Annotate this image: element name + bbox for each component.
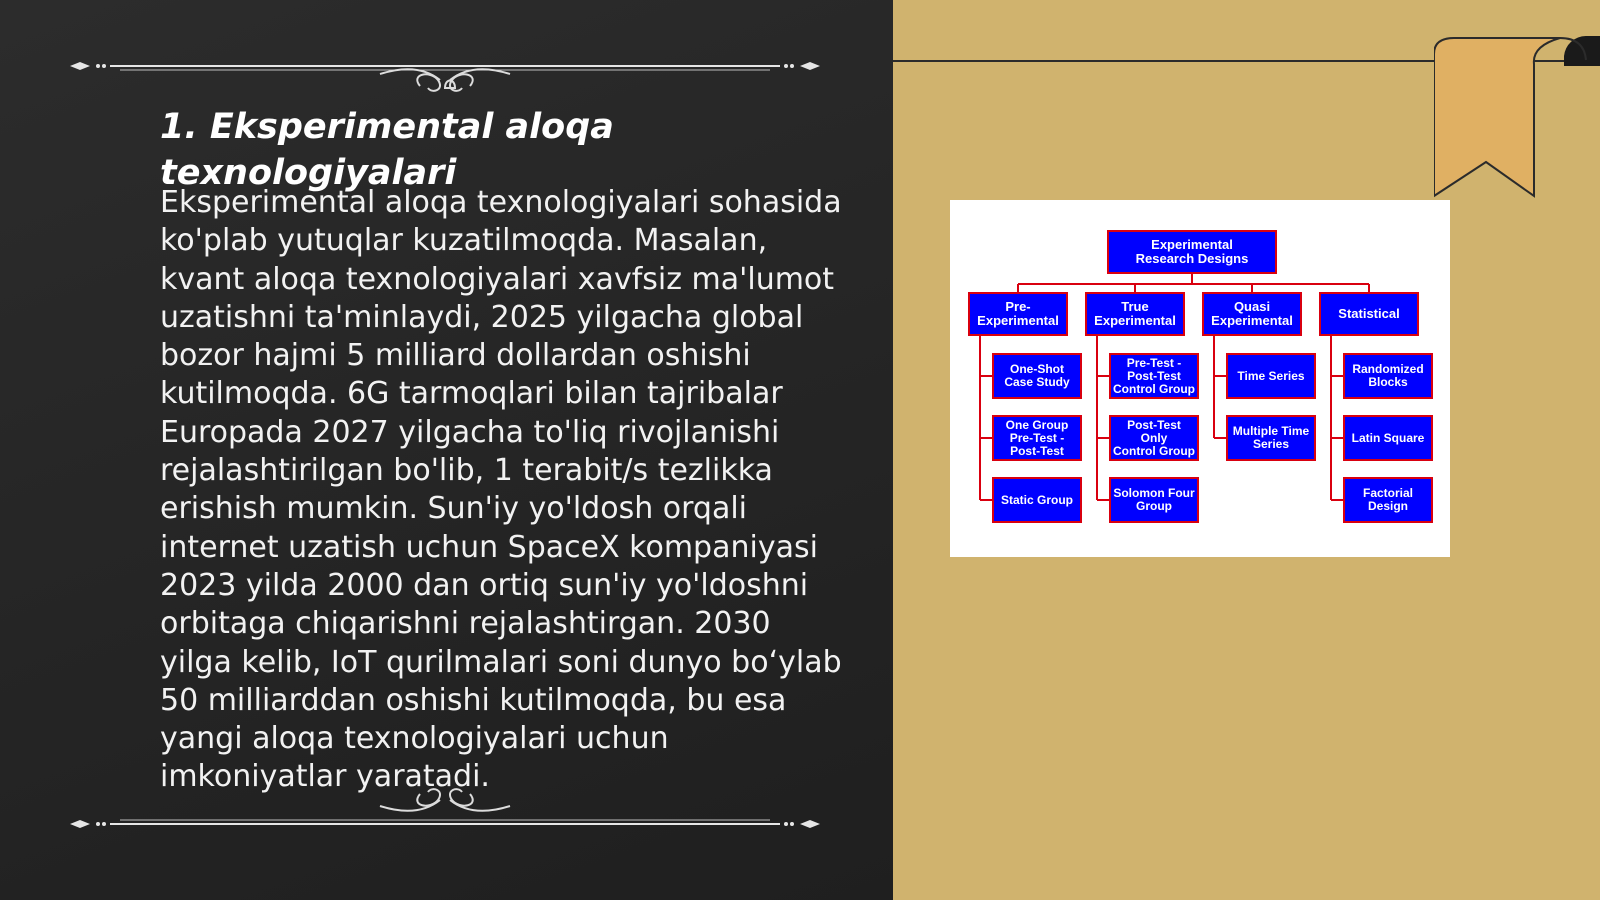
diagram-child-node: One-Shot Case Study [992,353,1082,399]
diagram-child-node: Static Group [992,477,1082,523]
diagram-child-node: Factorial Design [1343,477,1433,523]
diagram-branch-node: Pre- Experimental [968,292,1068,336]
diagram-root-node: Experimental Research Designs [1107,230,1277,274]
diagram-child-node: Post-Test Only Control Group [1109,415,1199,461]
diagram-child-node: Pre-Test - Post-Test Control Group [1109,353,1199,399]
research-designs-diagram [950,200,1450,557]
slide-title: 1. Eksperimental aloqa texnologiyalari [160,107,614,193]
diagram-child-node: One Group Pre-Test - Post-Test [992,415,1082,461]
bookmark-ribbon-icon [1434,36,1600,200]
diagram-branch-node: True Experimental [1085,292,1185,336]
diagram-child-node: Latin Square [1343,415,1433,461]
diagram-child-node: Time Series [1226,353,1316,399]
diagram-branch-node: Statistical [1319,292,1419,336]
diagram-child-node: Randomized Blocks [1343,353,1433,399]
diagram-child-node: Solomon Four Group [1109,477,1199,523]
bottom-divider-ornament [60,786,830,836]
slide-body-text: Eksperimental aloqa texnologiyalari sohasida ko'plab yutuqlar kuzatilmoqda. Masalan, kvant aloqa texnologiyalari xavfsiz ma'lumot uzatishni ta'minlaydi, 2025 yilgacha global bozor hajmi 5 milliard dollardan oshishi kutilmoqda. 6G tarmoqlari bilan tajribalar Europada 2027 yilgacha to'liq rivojlanishi rejalashtirilgan bo'lib, 1 terabit/s tezlikka erishish mumkin. Sun'iy yo'ldosh orqali internet uzatish uchun SpaceX kompaniyasi 2023 yilda 2000 dan ortiq sun'iy yo'ldoshni orbitaga chiqarishni rejalashtirgan. 2030 yilga kelib, IoT qurilmalari soni dunyo bo‘ylab 50 milliarddan oshishi kutilmoqda, bu esa yangi aloqa texnologiyalari uchun imkoniyatlar yaratadi. [160,185,842,795]
top-divider-ornament [60,44,830,94]
diagram-child-node: Multiple Time Series [1226,415,1316,461]
diagram-branch-node: Quasi Experimental [1202,292,1302,336]
